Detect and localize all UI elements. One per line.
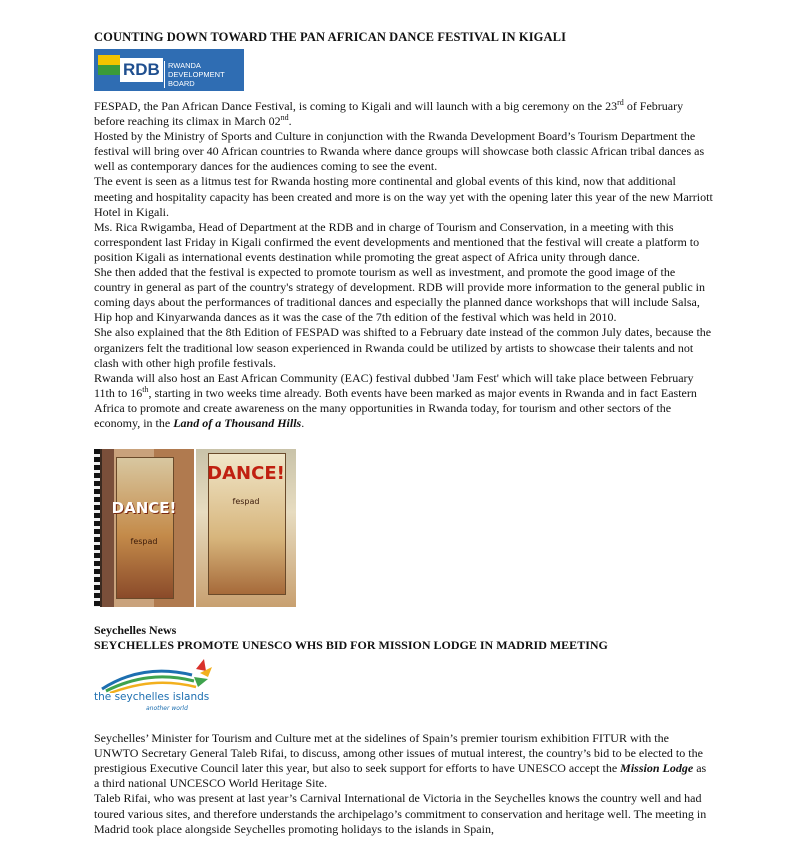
rdb-logo-fullname: RWANDA DEVELOPMENT BOARD — [164, 61, 244, 88]
seychelles-logo — [94, 657, 224, 717]
banner-subtitle: fespad — [130, 537, 158, 547]
article-headline-2: SEYCHELLES PROMOTE UNESCO WHS BID FOR MISSION LODGE IN MADRID MEETING — [94, 638, 608, 653]
film-strip — [94, 449, 100, 607]
rdb-logo-abbr: RDB — [120, 58, 163, 82]
banner-title: DANCE! — [207, 463, 285, 485]
rdb-logo — [94, 49, 244, 91]
festival-photo-left — [94, 449, 194, 607]
article2-paragraph-2: Taleb Rifai, who was present at last year’s Carnival International de Victoria in the Seychelles knows the country well and had toured various sites, and therefore understands the archipelago’s commitment to conservation and heritage well. The meeting in Madrid took place alongside Seychelles promoting holidays to the islands in Spain, — [94, 791, 707, 836]
seychelles-logo-name: the seychelles islands — [94, 691, 210, 704]
article-paragraph-7: Rwanda will also host an East African Community (EAC) festival dubbed 'Jam Fest' which will take place between February 11th to 16th, starting in two weeks time already. Both events have been marked as major events in Rwanda and in fact Eastern Africa to promote and create awareness on the many opportunities in Rwanda today, for tourism and other sectors of the economy, in the Land of a Thousand Hills. — [94, 370, 697, 430]
section-label: Seychelles News — [94, 623, 177, 638]
festival-photos — [94, 449, 714, 607]
dance-banner — [116, 457, 174, 599]
seychelles-swoosh-icon — [100, 657, 220, 693]
article-paragraph-6: She also explained that the 8th Edition of FESPAD was shifted to a February date instead of the common July dates, because the organizers felt the traditional low season experienced in Rwanda could be utilized by artists to showcase their talents and not clash with other high profile festivals. — [94, 325, 712, 370]
document-page — [94, 30, 714, 837]
article-paragraph-3: The event is seen as a litmus test for Rwanda hosting more continental and global events of this kind, now that additional meeting and hospitality capacity has been created and more is on the way yet with the opening later this year of the new Marriott Hotel in Kigali. — [94, 174, 713, 219]
banner-title: DANCE! — [111, 499, 177, 518]
seychelles-logo-tagline: another world — [146, 705, 188, 713]
festival-photo-right — [196, 449, 296, 607]
rdb-flag-stripes — [98, 55, 120, 85]
article-paragraph-1: FESPAD, the Pan African Dance Festival, is coming to Kigali and will launch with a big ceremony on the 23rd of February before reaching its climax in March 02nd. — [94, 98, 684, 129]
article2-paragraph-1: Seychelles’ Minister for Tourism and Culture met at the sidelines of Spain’s premier tourism exhibition FITUR with the UNWTO Secretary General Taleb Rifai, to discuss, among other issues of mutual interest, the country’s bid to be elected to the prestigious Executive Council later this year, but also to seek support for efforts to have UNESCO accept the Mission Lodge as a third national UNCESCO World Heritage Site. — [94, 731, 707, 791]
article-paragraph-4: Ms. Rica Rwigamba, Head of Department at the RDB and in charge of Tourism and Conservation, in a meeting with this correspondent last Friday in Kigali confirmed the event developments and mentioned that the festival will create a platform to position Kigali as international events destination while promoting the great aspect of Africa unity through dance. — [94, 219, 700, 264]
article-paragraph-5: She then added that the festival is expected to promote tourism as well as investment, and promote the good image of the country in general as part of the country's strategy of development. RDB will provide more information to the general public in coming days about the performances of traditional dances and especially the planned dance workshops that will include Salsa, Hip hop and Kinyarwanda dances as it was the case of the 7th edition of the festival which was held in 2010. — [94, 265, 705, 325]
article-headline: COUNTING DOWN TOWARD THE PAN AFRICAN DANCE FESTIVAL IN KIGALI — [94, 30, 567, 44]
article-paragraph-2: Hosted by the Ministry of Sports and Culture in conjunction with the Rwanda Development Board’s Tourism Department the festival will bring over 40 African countries to Rwanda where dance groups will showcase both classic African tribal dances as well as contemporary dances for the audiences coming to see the event. — [94, 129, 705, 174]
banner-subtitle: fespad — [232, 497, 260, 507]
